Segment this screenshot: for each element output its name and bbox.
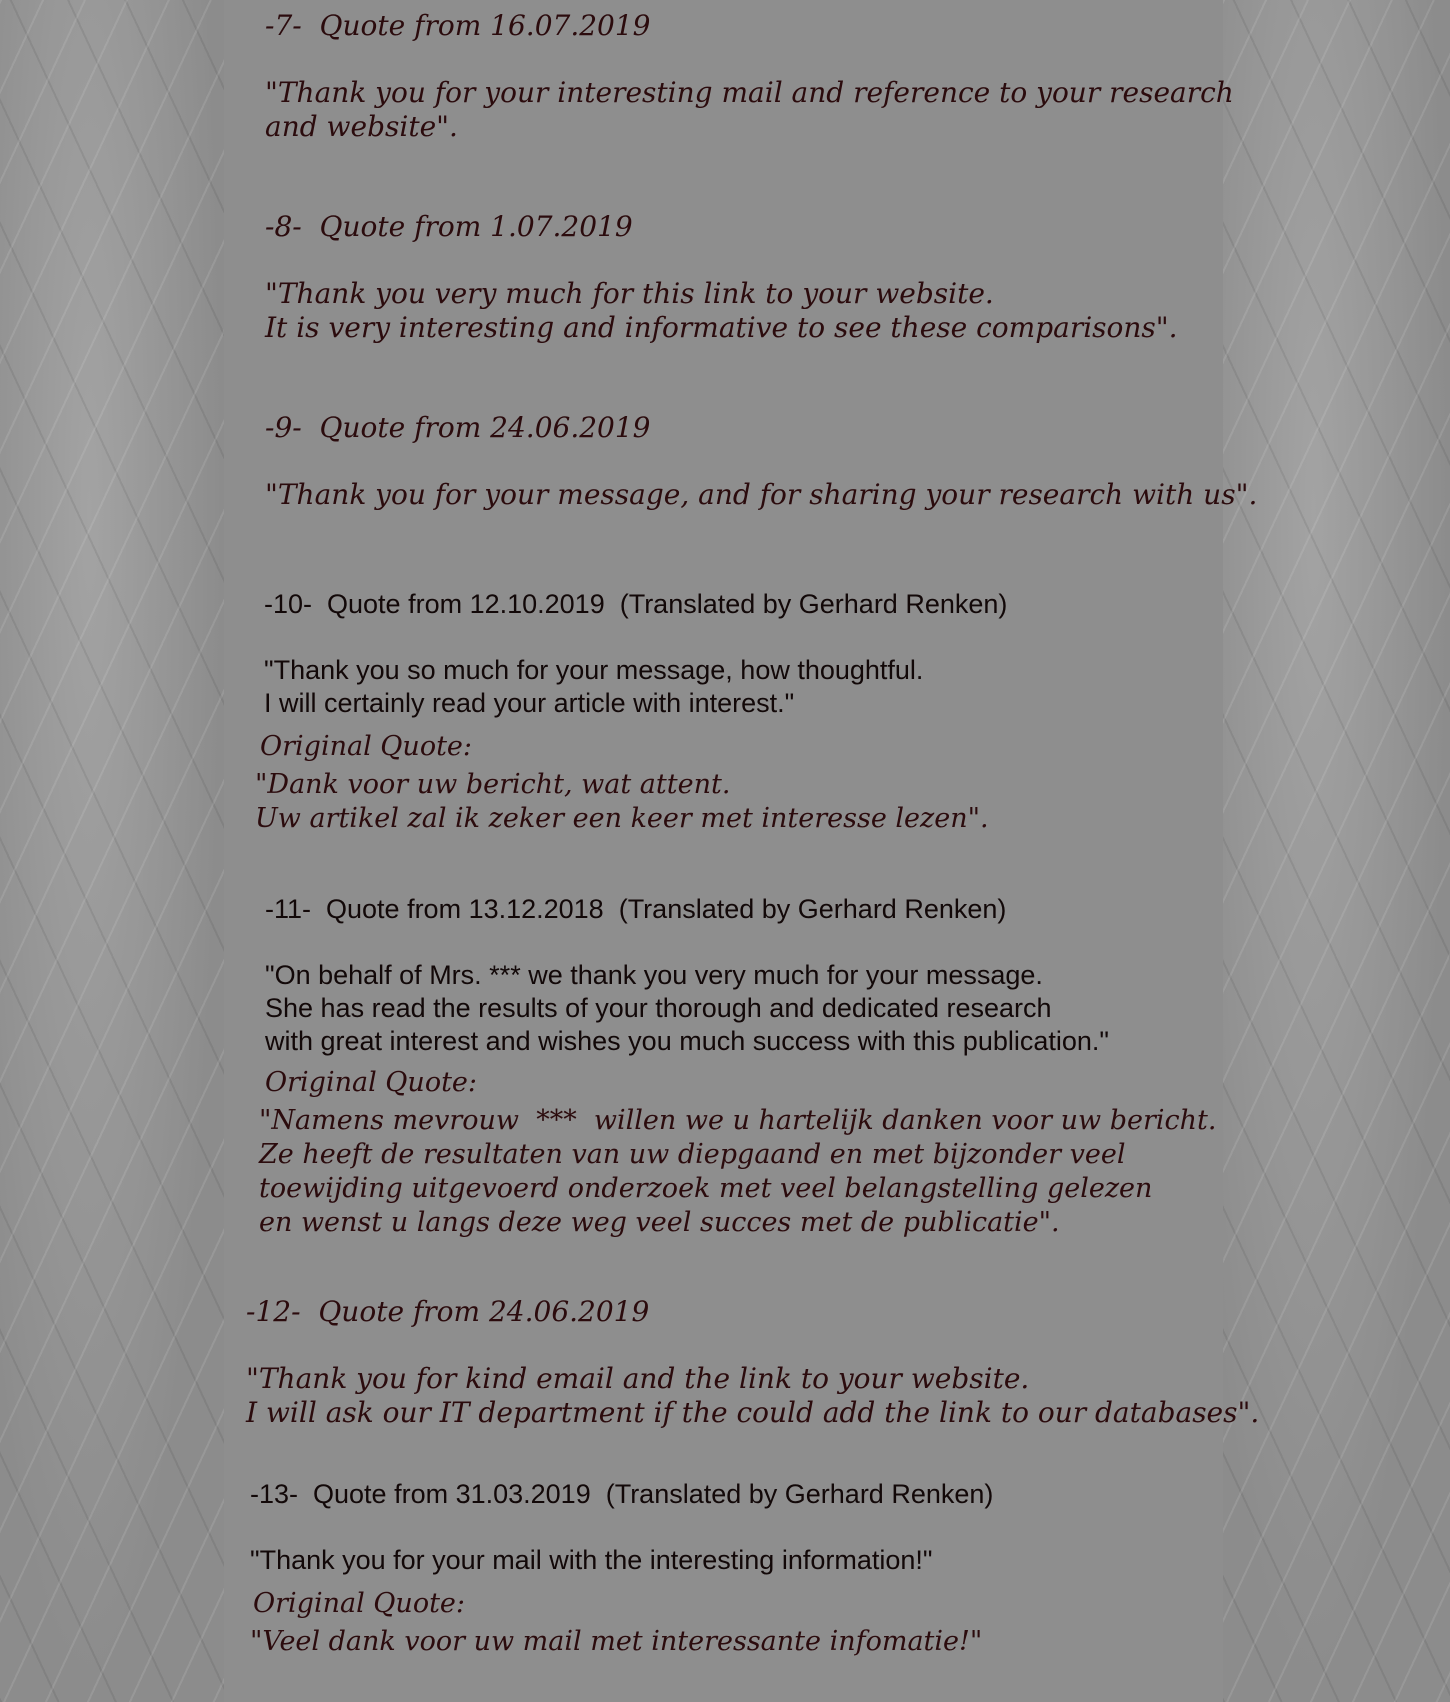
quote-header: -12- Quote from 24.06.2019 — [246, 1295, 650, 1328]
quote-entry — [250, 1478, 993, 1659]
quote-text-line: "Thank you for kind email and the link to your website. — [246, 1362, 1030, 1395]
quote-header: -13- Quote from 31.03.2019 (Translated by Gerhard Renken) — [250, 1479, 994, 1509]
quote-entry — [259, 893, 1217, 1240]
original-quote-line: toewijding uitgevoerd onderzoek met veel belangstelling gelezen — [259, 1173, 1153, 1204]
quote-text-line: and website". — [265, 110, 458, 143]
decorative-background-right — [1223, 0, 1450, 1702]
quote-entry — [265, 9, 1234, 144]
quote-text-line: It is very interesting and informative to see these comparisons". — [265, 311, 1178, 344]
content-panel — [224, 0, 1260, 1702]
original-quote-line: "Namens mevrouw *** willen we u hartelijk danken voor uw bericht. — [259, 1105, 1217, 1136]
quote-header: -7- Quote from 16.07.2019 — [265, 9, 651, 42]
quote-text-line: "Thank you for your message, and for sharing your research with us". — [265, 478, 1258, 511]
original-quote-line: Ze heeft de resultaten van uw diepgaand en met bijzonder veel — [259, 1139, 1126, 1170]
original-quote-line: "Veel dank voor uw mail met interessante infomatie!" — [250, 1626, 983, 1657]
quote-header: -8- Quote from 1.07.2019 — [265, 210, 633, 243]
quote-text-line: "On behalf of Mrs. *** we thank you very much for your message. — [265, 960, 1043, 990]
quote-text-line: "Thank you so much for your message, how thoughtful. — [264, 655, 924, 685]
original-quote-line: en wenst u langs deze weg veel succes met de publicatie". — [259, 1207, 1060, 1238]
quote-header: -10- Quote from 12.10.2019 (Translated by Gerhard Renken) — [264, 589, 1008, 619]
quote-text-line: She has read the results of your thorough and dedicated research — [265, 993, 1052, 1023]
quote-text-line: I will ask our IT department if the could add the link to our databases". — [246, 1396, 1260, 1429]
quote-entry — [246, 1295, 1259, 1430]
quote-entry — [255, 588, 1008, 836]
quote-entry — [265, 210, 1178, 345]
original-quote-label: Original Quote: — [265, 1067, 478, 1098]
quote-header: -9- Quote from 24.06.2019 — [265, 411, 651, 444]
decorative-background-left — [0, 0, 224, 1702]
quote-text-line: I will certainly read your article with interest." — [264, 688, 795, 718]
original-quote-line: "Dank voor uw bericht, wat attent. — [255, 769, 731, 800]
original-quote-label: Original Quote: — [260, 731, 473, 762]
quote-text-line: with great interest and wishes you much success with this publication." — [265, 1026, 1109, 1056]
quote-entry — [265, 411, 1257, 512]
quote-text-line: "Thank you for your interesting mail and reference to your research — [265, 76, 1234, 109]
quote-text-line: "Thank you for your mail with the interesting information!" — [250, 1545, 933, 1575]
original-quote-line: Uw artikel zal ik zeker een keer met interesse lezen". — [255, 803, 989, 834]
quote-text-line: "Thank you very much for this link to your website. — [265, 277, 994, 310]
quote-header: -11- Quote from 13.12.2018 (Translated by Gerhard Renken) — [265, 894, 1007, 924]
original-quote-label: Original Quote: — [253, 1588, 466, 1619]
